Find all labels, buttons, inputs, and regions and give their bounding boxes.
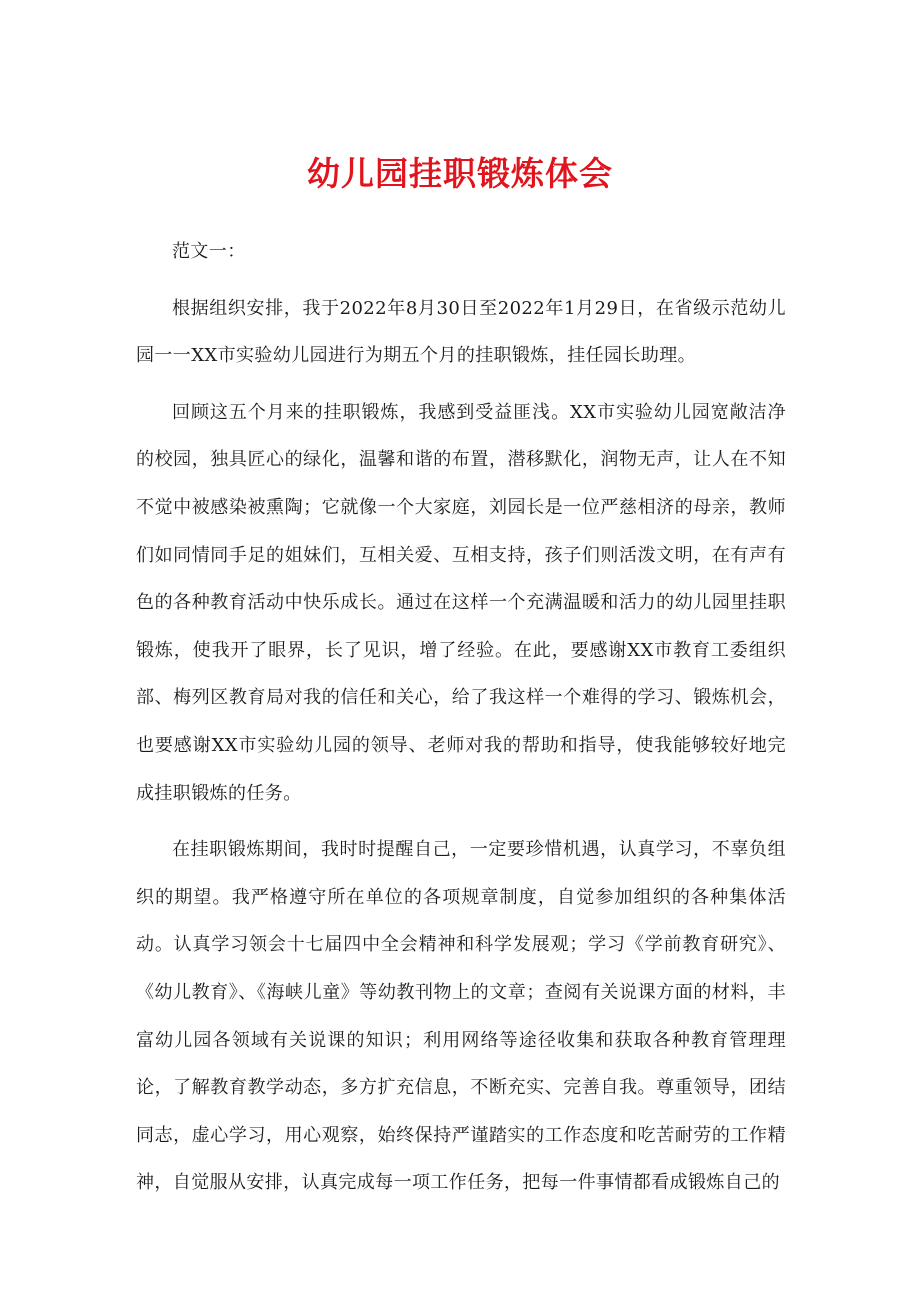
paragraph-1: 根据组织安排，我于2022年8月30日至2022年1月29日，在省级示范幼儿园一一XX市实验幼儿园进行为期五个月的挂职锻炼，挂任园长助理。 bbox=[136, 297, 786, 367]
document-body bbox=[136, 228, 786, 1216]
section-label: 范文一： bbox=[172, 241, 246, 262]
paragraph-3: 在挂职锻炼期间，我时时提醒自己，一定要珍惜机遇，认真学习，不辜负组织的期望。我严格遵守所在单位的各项规章制度，自觉参加组织的各种集体活动。认真学习领会十七届四中全会精神和科学发展观；学习《学前教育研究》、《幼儿教育》、《海峡儿童》等幼教刊物上的文章；查阅有关说课方面的材料，丰富幼儿园各领域有关说课的知识；利用网络等途径收集和获取各种教育管理理论，了解教育教学动态，多方扩充信息，不断充实、完善自我。尊重领导，团结同志，虚心学习，用心观察，始终保持严谨踏实的工作态度和吃苦耐劳的工作精神，自觉服从安排，认真完成每一项工作任务，把每一件事情都看成锻炼自己的 bbox=[136, 839, 786, 1194]
document-title: 幼儿园挂职锻炼体会 bbox=[307, 154, 613, 194]
paragraph-2: 回顾这五个月来的挂职锻炼，我感到受益匪浅。XX市实验幼儿园宽敞洁净的校园，独具匠心的绿化，温馨和谐的布置，潜移默化，润物无声，让人在不知不觉中被感染被熏陶；它就像一个大家庭，刘园长是一位严慈相济的母亲，教师们如同情同手足的姐妹们，互相关爱、互相支持，孩子们则活泼文明，在有声有色的各种教育活动中快乐成长。通过在这样一个充满温暖和活力的幼儿园里挂职锻炼，使我开了眼界，长了见识，增了经验。在此，要感谢XX市教育工委组织部、梅列区教育局对我的信任和关心，给了我这样一个难得的学习、锻炼机会，也要感谢XX市实验幼儿园的领导、老师对我的帮助和指导，使我能够较好地完成挂职锻炼的任务。 bbox=[136, 401, 786, 804]
